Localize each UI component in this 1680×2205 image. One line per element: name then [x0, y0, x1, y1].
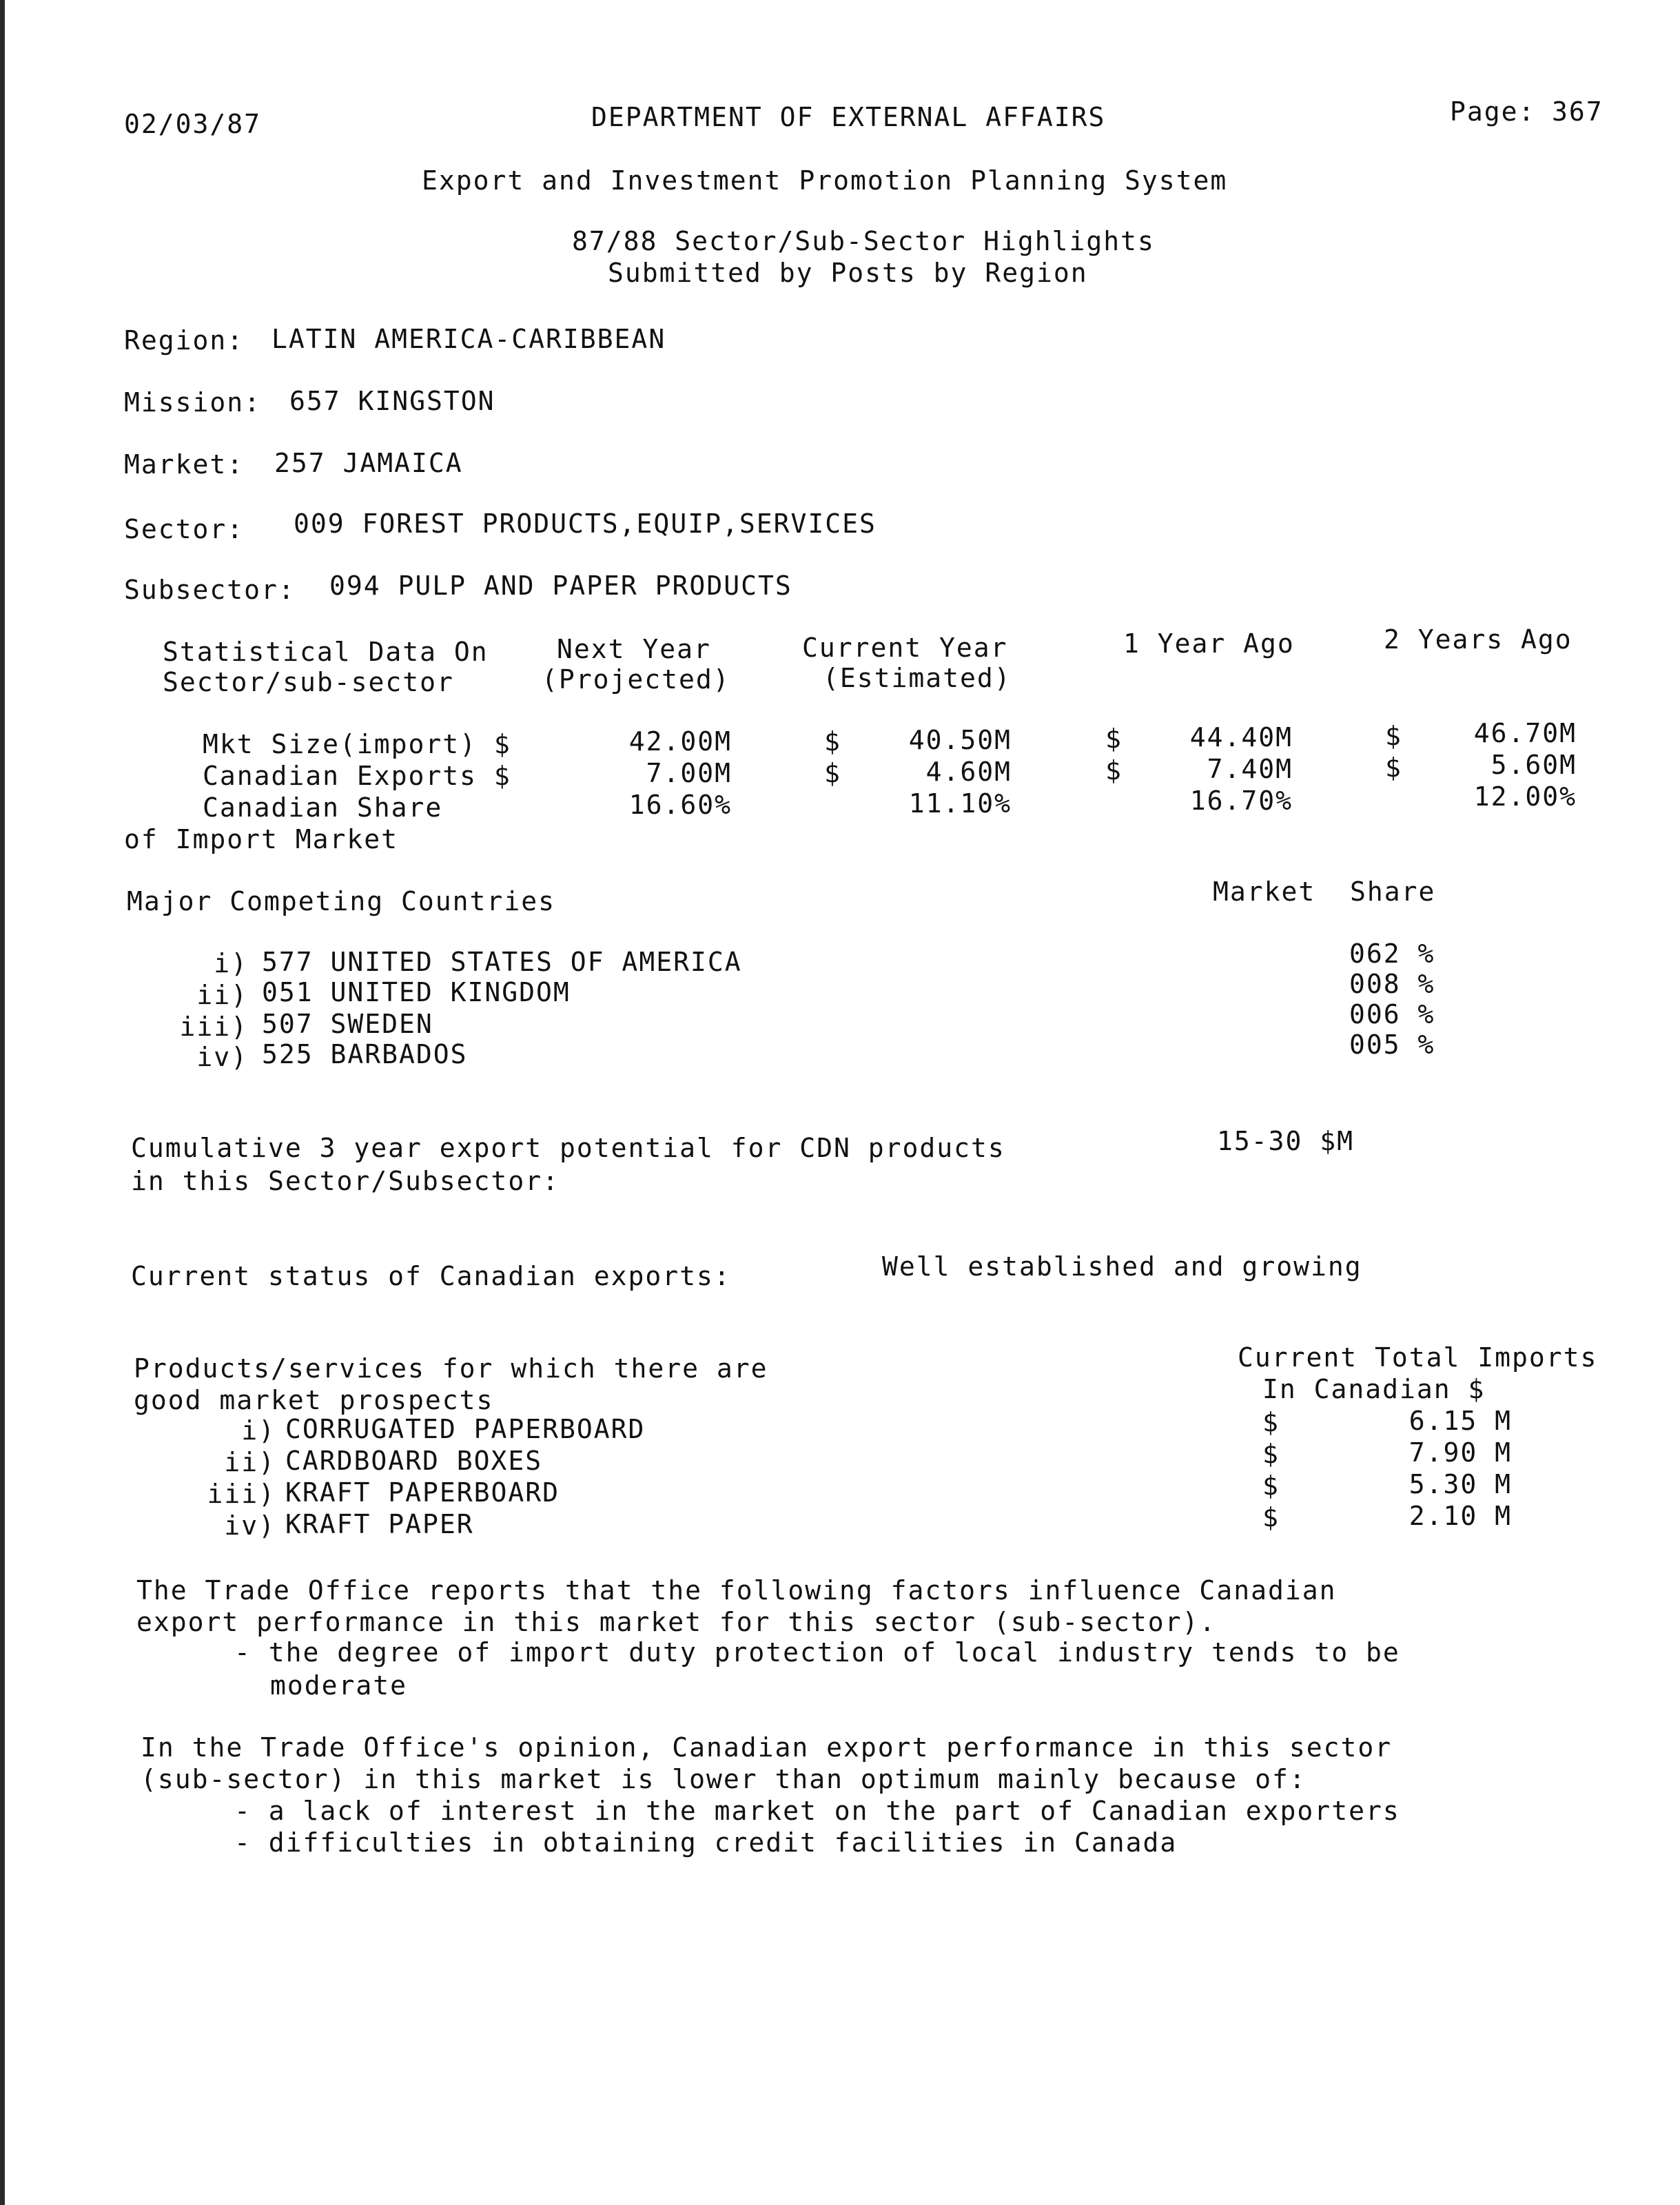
prospect-currency: $: [1262, 1502, 1280, 1532]
mkt-size-2y-ago: 46.70M: [1473, 718, 1577, 748]
competitor-country: 051 UNITED KINGDOM: [262, 977, 571, 1007]
department-title: DEPARTMENT OF EXTERNAL AFFAIRS: [591, 102, 1106, 132]
prospect-currency: $: [1262, 1470, 1280, 1501]
share-1y-ago: 16.70%: [1189, 786, 1293, 816]
prospect-num: i): [241, 1415, 276, 1446]
scan-edge: [0, 0, 5, 2205]
status-label: Current status of Canadian exports:: [131, 1261, 731, 1291]
region-label: Region:: [124, 325, 245, 356]
mission-value: 657 KINGSTON: [289, 386, 495, 416]
subsector-label: Subsector:: [124, 575, 296, 605]
market-label: Market:: [124, 449, 245, 480]
factors-text-cont: export performance in this market for this sector (sub-sector).: [136, 1607, 1217, 1637]
imports-heading-cont: In Canadian $: [1262, 1374, 1486, 1404]
mkt-size-2y-currency: $: [1385, 721, 1402, 751]
prospect-product: CORRUGATED PAPERBOARD: [285, 1414, 646, 1444]
col-current-year: Current Year: [802, 633, 1008, 663]
report-date: 02/03/87: [124, 109, 262, 139]
prospect-product: KRAFT PAPER: [285, 1509, 474, 1539]
report-subtitle: Submitted by Posts by Region: [608, 258, 1088, 288]
prospect-product: CARDBOARD BOXES: [285, 1446, 543, 1476]
opinion-bullet: - difficulties in obtaining credit facilities in Canada: [234, 1827, 1178, 1858]
prospect-num: iv): [224, 1510, 276, 1541]
factors-text: The Trade Office reports that the following factors influence Canadian: [136, 1575, 1337, 1606]
competitor-share: 005 %: [1349, 1029, 1435, 1060]
competitor-country: 577 UNITED STATES OF AMERICA: [262, 947, 742, 977]
row-label-share-cont: of Import Market: [124, 824, 399, 854]
competitor-num: iv): [196, 1042, 248, 1072]
competitor-num: iii): [179, 1012, 248, 1042]
col-current-year-sub: (Estimated): [823, 663, 1012, 693]
mkt-size-current-currency: $: [824, 726, 841, 757]
stats-heading-cont: Sector/sub-sector: [163, 667, 454, 697]
col-next-year: Next Year: [557, 634, 711, 664]
region-value: LATIN AMERICA-CARIBBEAN: [272, 324, 666, 354]
stats-heading: Statistical Data On: [163, 637, 489, 667]
potential-text: Cumulative 3 year export potential for CDN products: [131, 1133, 1005, 1163]
col-one-year-ago: 1 Year Ago: [1123, 628, 1295, 659]
competitor-num: ii): [196, 980, 248, 1010]
sector-label: Sector:: [124, 514, 245, 544]
system-title: Export and Investment Promotion Planning System: [422, 165, 1228, 196]
exports-2y-currency: $: [1385, 752, 1402, 783]
competitor-share: 006 %: [1349, 999, 1435, 1029]
col-two-years-ago: 2 Years Ago: [1384, 624, 1573, 655]
factor-bullet-cont: moderate: [270, 1670, 408, 1701]
mkt-size-next-year: 42.00M: [628, 726, 732, 757]
potential-value: 15-30 $M: [1217, 1126, 1355, 1156]
exports-current-year: 4.60M: [925, 757, 1012, 787]
row-label-mkt-size: Mkt Size(import) $: [203, 729, 511, 759]
imports-heading: Current Total Imports: [1238, 1342, 1598, 1373]
exports-next-year: 7.00M: [646, 758, 732, 788]
report-title: 87/88 Sector/Sub-Sector Highlights: [572, 226, 1155, 256]
market-share-heading: Market Share: [1213, 876, 1436, 907]
factor-bullet: - the degree of import duty protection of local industry tends to be: [234, 1637, 1400, 1668]
prospect-value: 7.90 M: [1408, 1437, 1512, 1468]
prospect-value: 5.30 M: [1408, 1469, 1512, 1499]
prospect-num: iii): [207, 1479, 276, 1509]
opinion-text-cont: (sub-sector) in this market is lower than optimum mainly because of:: [141, 1764, 1307, 1794]
mkt-size-1y-ago: 44.40M: [1189, 722, 1293, 752]
prospect-num: ii): [224, 1447, 276, 1477]
subsector-value: 094 PULP AND PAPER PRODUCTS: [329, 571, 792, 601]
mission-label: Mission:: [124, 387, 262, 418]
prospect-currency: $: [1262, 1407, 1280, 1437]
competitor-country: 507 SWEDEN: [262, 1009, 433, 1039]
share-next-year: 16.60%: [628, 790, 732, 820]
market-value: 257 JAMAICA: [274, 448, 463, 478]
share-current-year: 11.10%: [908, 788, 1012, 819]
share-2y-ago: 12.00%: [1473, 781, 1577, 812]
prospect-product: KRAFT PAPERBOARD: [285, 1477, 560, 1508]
sector-value: 009 FOREST PRODUCTS,EQUIP,SERVICES: [294, 509, 877, 539]
col-next-year-sub: (Projected): [542, 664, 730, 695]
page-label: Page:: [1450, 96, 1536, 127]
mkt-size-1y-currency: $: [1105, 724, 1123, 754]
opinion-bullet: - a lack of interest in the market on the part of Canadian exporters: [234, 1796, 1400, 1826]
prospect-currency: $: [1262, 1439, 1280, 1469]
competitor-country: 525 BARBADOS: [262, 1039, 468, 1069]
prospect-value: 6.15 M: [1408, 1406, 1512, 1436]
row-label-canadian-exports: Canadian Exports $: [203, 761, 511, 791]
exports-1y-currency: $: [1105, 755, 1123, 786]
opinion-text: In the Trade Office's opinion, Canadian export performance in this sector: [141, 1732, 1393, 1763]
prospects-heading: Products/services for which there are: [134, 1353, 768, 1384]
competitor-num: i): [214, 948, 248, 978]
exports-2y-ago: 5.60M: [1491, 750, 1577, 780]
page-number: 367: [1552, 96, 1604, 127]
mkt-size-current-year: 40.50M: [908, 725, 1012, 755]
exports-current-currency: $: [824, 758, 841, 788]
competitors-heading: Major Competing Countries: [127, 886, 555, 916]
competitor-share: 062 %: [1349, 939, 1435, 969]
prospects-heading-cont: good market prospects: [134, 1385, 494, 1415]
prospect-value: 2.10 M: [1408, 1501, 1512, 1531]
exports-1y-ago: 7.40M: [1207, 754, 1293, 784]
competitor-share: 008 %: [1349, 969, 1435, 999]
potential-text-cont: in this Sector/Subsector:: [131, 1166, 560, 1196]
status-value: Well established and growing: [882, 1251, 1362, 1282]
row-label-canadian-share: Canadian Share: [203, 792, 443, 823]
